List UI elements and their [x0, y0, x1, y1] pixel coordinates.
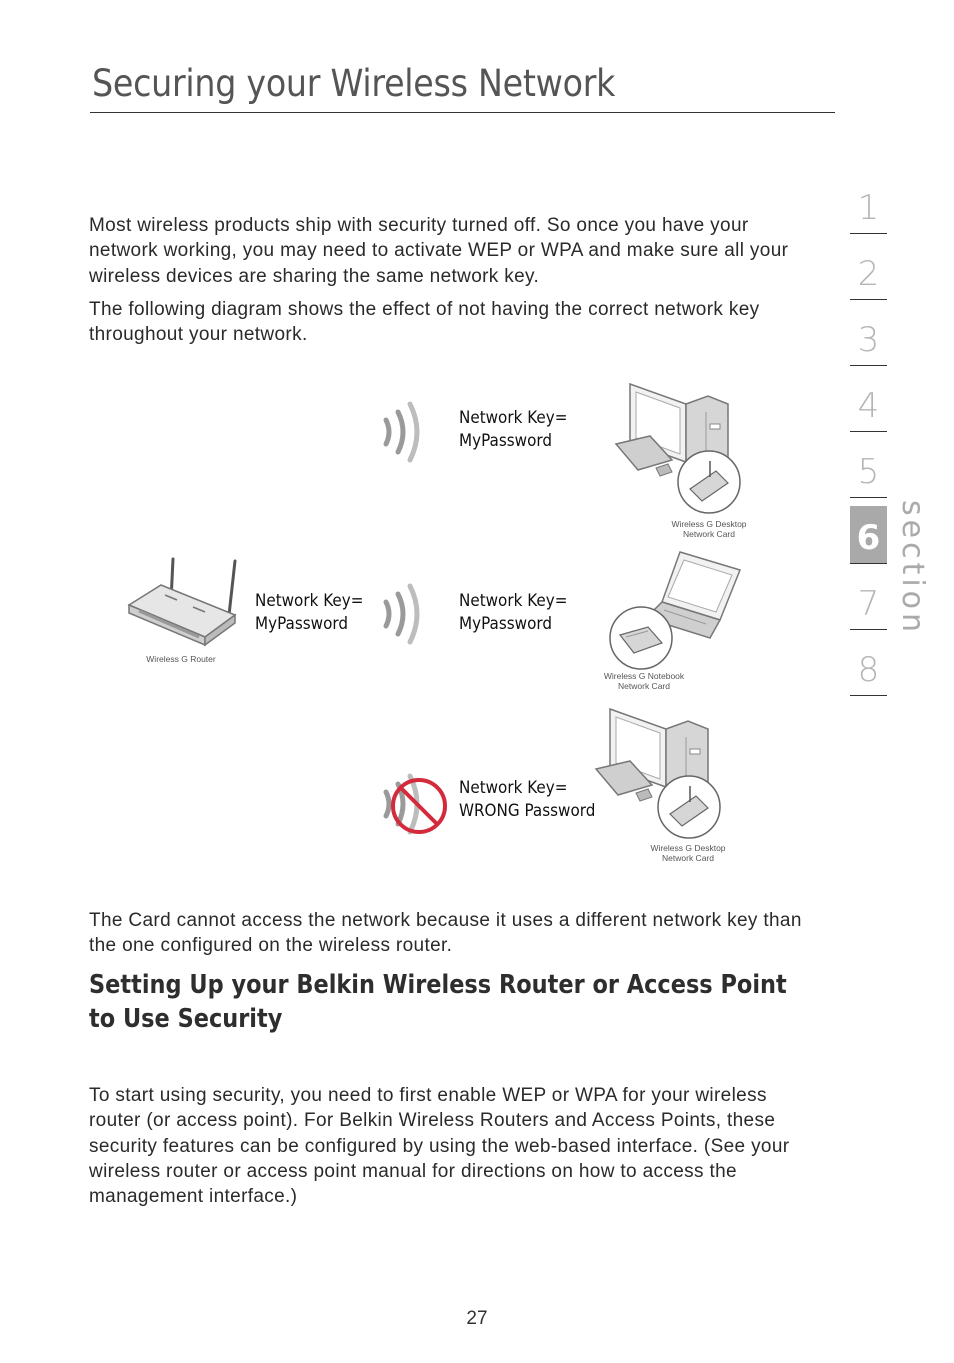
desktop-top-caption: Wireless G Desktop Network Card: [671, 519, 747, 539]
section-tab-label: 4: [857, 386, 880, 426]
section-tab-label: 6: [856, 518, 881, 558]
blocked-signal-icon: [378, 770, 452, 838]
desktop-bottom-caption: Wireless G Desktop Network Card: [650, 843, 726, 863]
section-tab-3[interactable]: [850, 308, 887, 366]
section-heading: Setting Up your Belkin Wireless Router or Access Point to Use Security: [89, 970, 787, 1034]
section-tab-label: 1: [857, 188, 880, 228]
setup-paragraph: To start using security, you need to first enable WEP or WPA for your wireless router (or access point). For Belkin Wireless Routers and Access Points, these security features can be configured by using the web-based interface. (See your wireless router or access point manual for directions on how to access the management interface.): [89, 1085, 790, 1208]
desktop-top-network-key: Network Key= MyPassword: [459, 408, 568, 450]
section-tab-label: 8: [857, 650, 880, 690]
section-tab-label: 7: [857, 584, 880, 624]
section-tab-2[interactable]: [850, 242, 887, 300]
wireless-signal-icon: [378, 400, 428, 465]
section-tab-label: 5: [857, 452, 880, 492]
wireless-signal-icon: [378, 582, 428, 647]
desktop-bottom-network-key: Network Key= WRONG Password: [459, 778, 596, 820]
title-divider: [90, 112, 835, 113]
section-tab-1[interactable]: [850, 176, 887, 234]
page-title: Securing your Wireless Network: [92, 62, 616, 105]
network-card-icon: [656, 774, 722, 840]
diagram-intro-paragraph: The following diagram shows the effect of not having the correct network key throughout your network.: [89, 299, 760, 346]
network-card-icon: [676, 449, 742, 515]
network-card-icon: [608, 605, 674, 671]
intro-paragraph: Most wireless products ship with security turned off. So once you have your network working, you may need to activate WEP or WPA and make sure all your wireless devices are sharing the same network key.: [89, 215, 789, 287]
diagram-explanation: The Card cannot access the network because it uses a different network key than the one configured on the wireless router.: [89, 910, 802, 957]
notebook-caption: Wireless G Notebook Network Card: [603, 671, 685, 691]
network-key-diagram: [0, 370, 954, 870]
page-number: 27: [466, 1308, 488, 1329]
notebook-network-key: Network Key= MyPassword: [459, 591, 568, 633]
section-label: section: [895, 500, 930, 637]
router-caption: Wireless G Router: [146, 654, 216, 664]
section-tab-label: 2: [857, 254, 880, 294]
router-network-key: Network Key= MyPassword: [255, 591, 364, 633]
section-tab-label: 3: [857, 320, 880, 360]
wireless-router-icon: [125, 555, 240, 650]
